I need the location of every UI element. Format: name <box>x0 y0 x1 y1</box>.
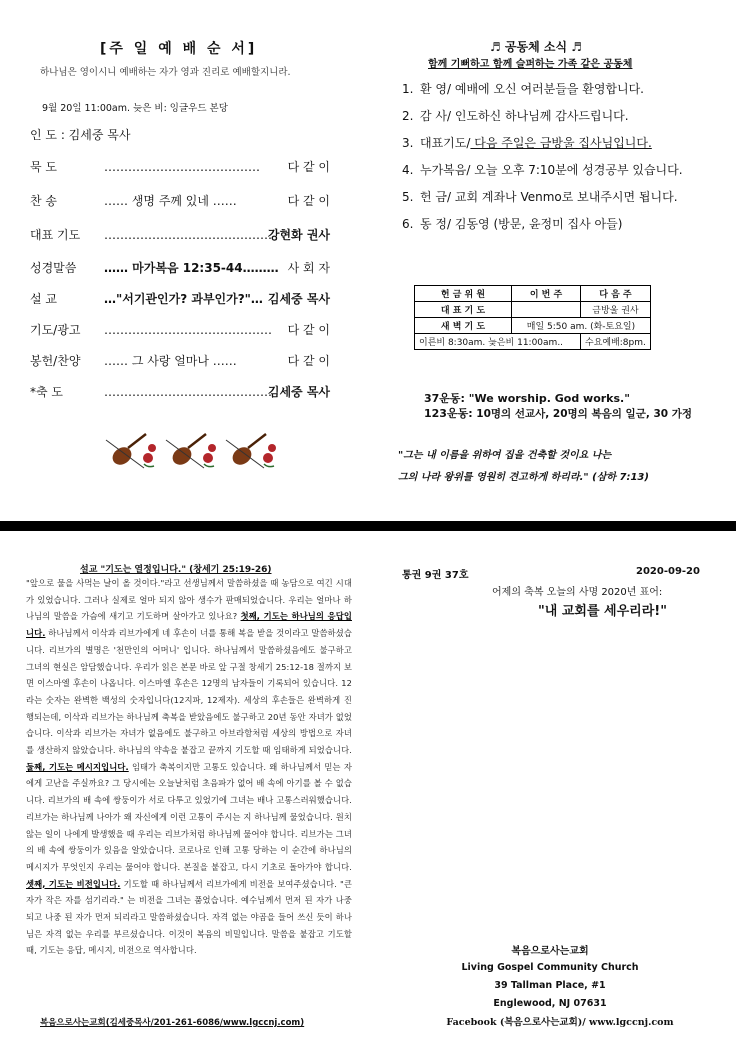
table-cell: 수요예배:8pm. <box>581 334 651 350</box>
order-item <box>30 192 330 209</box>
sermon-intro: "앞으로 물을 사먹는 날이 올 것이다."라고 선생님께서 말씀하셨을 때 농담으로 여긴 시대가 있었습니다. 그러나 실제로 얼마 되지 않아 생수가 판매되었습니다. 우리는 얼마나 하나님의 말씀을 가슴에 새기고 기도하며 살아가고 있나요? <box>26 578 352 622</box>
order-title: [주 일 예 배 순 서] <box>100 41 258 57</box>
sermon-paragraph-2: 임태가 축복이지만 고통도 있습니다. 왜 하나님께서 믿는 자에게 고난을 주실까요? 그 당시에는 오늘날처럼 초음파가 없어 배 속에 아기를 볼 수 없습니다. 리브가의 배 속에 쌍둥이가 서로 다투고 있었기에 그녀는 배나 고통스러워했습니다. 리브가는 하나님께 나아가 왜 자신에게 이런 고통이 주시는 지 하나님께 물었습니다. 원치 않는 일이 나에게 발생했을 때 우리는 리브가처럼 하나님께 물어야 합니다. 리브가는 그녀의 배 속에 쌍둥이가 있음을 알았습니다. 코로나로 인해 고통 당하는 이 순간에 하나님의 메시지가 무엇인지 우리는 물어야 합니다. 본질을 붙잡고, 다시 기초로 돌아가야 합니다. <box>26 761 352 872</box>
order-item <box>30 290 330 307</box>
table-cell: 금방울 권사 <box>581 302 651 318</box>
order-item-leader: 사 회 자 <box>287 261 330 275</box>
order-item-filler: ………………………………… <box>104 160 260 174</box>
news-item-text: 다음 주일은 금방울 집사님입니다. <box>470 136 652 150</box>
service-info: 9월 20일 11:00am. 늦은 비: 잉글우드 본당 <box>42 103 228 114</box>
church-name-kr: 복음으로사는교회 <box>511 946 589 957</box>
news-item <box>402 161 683 178</box>
order-item-filler: …… 생명 주께 있네 …… <box>104 194 237 208</box>
movement-key: 37운동: <box>424 392 465 405</box>
table-cell: 새 벽 기 도 <box>415 318 512 334</box>
news-item-num: 1. <box>402 82 414 96</box>
news-item-text: 오늘 오후 7:10분에 성경공부 있습니다. <box>470 163 683 177</box>
volume-number: 통권 9권 37호 <box>402 570 469 581</box>
table-cell: 매일 5:50 am. (화-토요일) <box>512 318 651 334</box>
news-subtitle: 함께 기뻐하고 함께 슬퍼하는 가족 같은 공동체 <box>428 59 633 70</box>
order-item <box>30 383 330 400</box>
sermon-heading: 설교 "기도는 열정입니다." (창세기 25:19-26) <box>80 565 272 575</box>
news-item <box>402 215 622 232</box>
order-item-label: *축 도 <box>30 385 63 399</box>
motto: "내 교회를 세우리라!" <box>538 604 667 619</box>
order-item-label: 묵 도 <box>30 160 57 174</box>
order-item-leader: 다 같 이 <box>287 160 330 174</box>
order-item-leader: 다 같 이 <box>287 323 330 337</box>
news-item-key: 환 영/ <box>420 82 452 96</box>
church-address-1: 39 Tallman Place, #1 <box>494 980 606 991</box>
verse-line-2: 그의 나라 왕위를 영원히 견고하게 하리라." (삼하 7:13) <box>398 472 649 483</box>
news-item-key: 대표기도/ <box>420 136 471 150</box>
church-website: Facebook (복음으로사는교회)/ www.lgccnj.com <box>446 1017 674 1028</box>
order-item <box>30 226 330 243</box>
order-item-label: 찬 송 <box>30 194 57 208</box>
church-name-en: Living Gospel Community Church <box>461 962 639 973</box>
movement-123 <box>424 405 692 421</box>
movement-key: 123운동: <box>424 407 473 420</box>
sermon-point-1: 첫째, 기도는 하나님의 응답입니다. <box>26 611 352 639</box>
table-header: 헌 금 위 원 <box>415 286 512 302</box>
sermon-point-2: 둘째, 기도는 메시지입니다. <box>26 761 129 772</box>
news-item <box>402 80 644 97</box>
movement-37 <box>424 390 630 406</box>
order-item-leader: 다 같 이 <box>287 354 330 368</box>
news-item-key: 감 사/ <box>420 109 452 123</box>
movement-text: 10명의 선교사, 20명의 복음의 일군, 30 가정 <box>472 408 693 420</box>
news-title: ♬ 공동체 소식 ♬ <box>490 40 583 54</box>
news-item-num: 2. <box>402 109 414 123</box>
order-item-filler: …"서기관인가? 과부인가?"… <box>104 292 263 306</box>
order-item-leader: 강현화 권사 <box>267 228 330 242</box>
news-item-key: 누가복음/ <box>420 163 471 177</box>
offering-table <box>414 285 651 350</box>
news-item-num: 4. <box>402 163 414 177</box>
order-item-label: 인 도 : 김세중 목사 <box>30 128 131 142</box>
news-item-num: 6. <box>402 217 414 231</box>
news-item <box>402 188 678 205</box>
news-item-text: 교회 계좌나 Venmo로 보내주시면 됩니다. <box>451 190 678 204</box>
bulletin-date: 2020-09-20 <box>636 566 700 577</box>
news-item-key: 동 정/ <box>420 217 452 231</box>
news-item <box>402 134 652 151</box>
order-item-label: 기도/광고 <box>30 323 81 337</box>
order-item-leader: 김세중 목사 <box>267 292 330 306</box>
order-item-filler: …………………………………… <box>104 228 272 242</box>
fold-divider <box>0 521 736 531</box>
order-item-filler: …………………………………… <box>104 385 272 399</box>
church-address-2: Englewood, NJ 07631 <box>493 998 607 1009</box>
order-item-leader: 다 같 이 <box>287 194 330 208</box>
order-item-leader: 김세중 목사 <box>267 385 330 399</box>
table-cell: 이른비 8:30am. 늦은비 11:00am.. <box>415 334 581 350</box>
order-item-filler: …… 그 사랑 얼마나 …… <box>104 354 237 368</box>
order-item-label: 성경말씀 <box>30 261 77 275</box>
verse-line-1: "그는 내 이름을 위하여 집을 건축할 것이요 나는 <box>398 450 612 461</box>
table-cell <box>512 302 581 318</box>
order-item-filler: …………………………………… <box>104 323 272 337</box>
news-item-num: 3. <box>402 136 414 150</box>
sermon-paragraph-1: 하나님께서 이삭과 리브가에게 네 후손이 너를 통해 복을 받을 것이라고 말씀하셨습니다. 리브가의 별명은 '천만인의 어머니' 입니다. 하나님께서 말씀하셨음에도 불구하고 그녀의 현실은 암담했습니다. 우리가 읽은 본문 바로 앞 구절 창세기 25:12-18 절까지 보면 이스마엘 후손이 나옵니다. 이스마엘 후손은 12명의 남자들이 기록되어 있습니다. 12 라는 숫자는 완벽한 백성의 숫자입니다(12지파, 12제자). 세상의 후손들은 완벽하게 진행되는데, 이삭과 리브가는 하나님께 축복을 받았음에도 불구하고 20년 동안 자녀가 없었습니다. 이삭과 리브가는 자녀가 없음에도 불구하고 아브라함처럼 세상의 방법으로 자녀를 생산하지 않았습니다. 하나님의 약속을 붙잡고 끝까지 기도할 때 임태하게 되었습니다. <box>26 628 352 756</box>
sermon-paragraph-3: 기도할 때 하나님께서 리브가에게 비전을 보여주셨습니다. "큰 자가 작은 자를 섬기리라." 는 비전을 그녀는 품었습니다. 예수님께서 먼저 된 자가 나중 되고 나중 된 자가 먼저 되리라고 말씀하셨습니다. 자격 없는 야곱을 들어 쓰신 듯이 하나님은 자격 없는 우리를 부르셨습니다. 이것이 복음의 비밀입니다. 말씀을 붙잡고 기도할 때, 기도는 응답, 메시지, 비전으로 역사합니다. <box>26 878 352 956</box>
table-header: 이 번 주 <box>512 286 581 302</box>
order-item <box>30 126 330 143</box>
news-item-text: 김동영 (방문, 윤정미 집사 아들) <box>451 217 623 231</box>
violin-rose-icon <box>100 430 280 474</box>
sermon-body <box>26 575 352 959</box>
motto-intro: 어제의 축복 오늘의 사명 2020년 표어: <box>492 587 663 598</box>
news-item-text: 인도하신 하나님께 감사드립니다. <box>451 109 629 123</box>
sermon-point-3: 셋째, 기도는 비전입니다. <box>26 878 121 889</box>
order-item-label: 설 교 <box>30 292 57 306</box>
table-cell: 대 표 기 도 <box>415 302 512 318</box>
order-item <box>30 321 330 338</box>
table-header: 다 음 주 <box>581 286 651 302</box>
order-item <box>30 259 330 276</box>
order-item <box>30 352 330 369</box>
news-item-key: 헌 금/ <box>420 190 452 204</box>
order-item <box>30 158 330 175</box>
order-subtitle: 하나님은 영이시니 예배하는 자가 영과 진리로 예배할지니라. <box>40 67 291 78</box>
news-item-text: 예배에 오신 여러분들을 환영합니다. <box>451 82 645 96</box>
news-item <box>402 107 629 124</box>
news-item-num: 5. <box>402 190 414 204</box>
movement-text: "We worship. God works." <box>464 392 630 405</box>
order-item-label: 대표 기도 <box>30 228 81 242</box>
sermon-footer: 복음으로사는교회(김세중목사/201-261-6086/www.lgccnj.com) <box>40 1018 305 1028</box>
order-item-filler: …… 마가복음 12:35-44……… <box>104 261 279 275</box>
order-item-label: 봉헌/찬양 <box>30 354 81 368</box>
